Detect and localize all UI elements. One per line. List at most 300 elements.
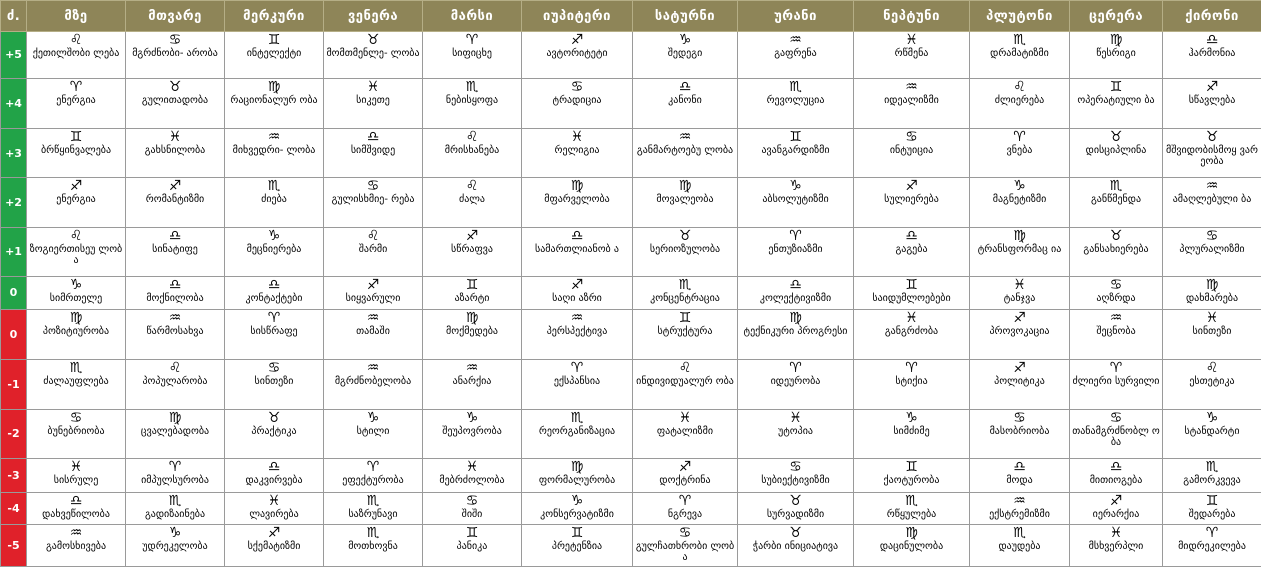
zodiac-sign-icon: ♑ xyxy=(570,492,584,509)
quality-text: ვნება xyxy=(1006,145,1033,157)
zodiac-sign-icon: ♍ xyxy=(1109,32,1123,48)
quality-text: სქემატიზმი xyxy=(247,541,301,553)
quality-cell xyxy=(1070,310,1163,360)
quality-text: რევოლუცია xyxy=(766,94,825,106)
zodiac-sign-icon: ♊ xyxy=(69,129,83,146)
quality-text: პლურალიზმი xyxy=(1179,243,1245,255)
zodiac-sign-icon: ♉ xyxy=(366,32,380,48)
zodiac-sign-icon: ♑ xyxy=(905,409,918,426)
quality-cell xyxy=(423,178,522,228)
quality-cell xyxy=(423,492,522,524)
quality-cell xyxy=(1163,78,1261,129)
header-planet: პლუტონი xyxy=(970,1,1070,32)
quality-cell xyxy=(27,129,126,178)
zodiac-sign-icon: ♏ xyxy=(366,525,380,542)
zodiac-sign-icon: ♏ xyxy=(1013,32,1026,48)
quality-cell xyxy=(522,525,633,567)
quality-cell xyxy=(225,78,324,129)
quality-text: დაკვირვება xyxy=(245,475,303,487)
quality-cell xyxy=(423,129,522,178)
quality-cell xyxy=(27,310,126,360)
zodiac-sign-icon: ♋ xyxy=(1013,409,1026,426)
quality-text: დისციპლინა xyxy=(1085,145,1147,157)
quality-cell xyxy=(633,227,738,276)
quality-text: პრეტენზია xyxy=(551,541,603,553)
quality-cell xyxy=(854,129,970,178)
zodiac-sign-icon: ♋ xyxy=(69,409,83,426)
quality-cell xyxy=(225,227,324,276)
zodiac-sign-icon: ♈ xyxy=(789,359,802,376)
quality-cell xyxy=(633,129,738,178)
quality-cell xyxy=(225,129,324,178)
quality-text: მებრძოლობა xyxy=(439,475,505,487)
quality-text: თამაში xyxy=(356,326,390,338)
zodiac-sign-icon: ♓ xyxy=(789,409,802,426)
quality-text: ნებისყოფა xyxy=(445,94,499,106)
quality-cell xyxy=(1070,178,1163,228)
quality-text: რაციონალურ ობა xyxy=(230,94,318,106)
quality-cell xyxy=(522,409,633,459)
quality-cell xyxy=(324,525,423,567)
quality-cell xyxy=(633,32,738,79)
quality-text: სულიერება xyxy=(884,194,939,206)
zodiac-sign-icon: ♌ xyxy=(366,227,380,244)
zodiac-sign-icon: ♐ xyxy=(1205,78,1219,95)
zodiac-sign-icon: ♒ xyxy=(789,32,802,48)
quality-text: გულისხმიე- რება xyxy=(331,194,415,206)
quality-cell xyxy=(738,78,854,129)
quality-cell xyxy=(522,492,633,524)
header-planet: იუპიტერი xyxy=(522,1,633,32)
zodiac-sign-icon: ♎ xyxy=(678,78,692,95)
zodiac-sign-icon: ♈ xyxy=(1109,359,1123,376)
quality-cell xyxy=(1070,525,1163,567)
quality-text: გახსნილობა xyxy=(144,145,206,157)
zodiac-sign-icon: ♍ xyxy=(570,459,584,476)
quality-cell xyxy=(633,525,738,567)
zodiac-sign-icon: ♋ xyxy=(1109,409,1123,426)
quality-text: მგრძნობელობა xyxy=(334,375,412,387)
quality-cell xyxy=(324,359,423,409)
quality-text: ექსპანსია xyxy=(553,375,601,387)
zodiac-sign-icon: ♌ xyxy=(465,178,479,195)
quality-text: სერიოზულობა xyxy=(649,243,721,255)
quality-cell xyxy=(970,492,1070,524)
zodiac-sign-icon: ♉ xyxy=(1109,129,1123,146)
zodiac-sign-icon: ♓ xyxy=(570,129,584,146)
table-row xyxy=(1,78,1261,129)
quality-text: სტრუქტურა xyxy=(657,326,713,338)
quality-cell xyxy=(225,178,324,228)
quality-text: შედარება xyxy=(1188,508,1236,520)
zodiac-sign-icon: ♒ xyxy=(465,359,479,376)
zodiac-sign-icon: ♑ xyxy=(789,178,802,195)
quality-text: ეფექტურობა xyxy=(342,475,404,487)
quality-cell xyxy=(970,129,1070,178)
quality-cell xyxy=(738,492,854,524)
zodiac-sign-icon: ♊ xyxy=(1205,492,1219,509)
zodiac-sign-icon: ♐ xyxy=(570,276,584,293)
quality-cell xyxy=(633,359,738,409)
quality-text: ენერგია xyxy=(56,194,96,206)
quality-cell xyxy=(1163,492,1261,524)
zodiac-sign-icon: ♊ xyxy=(267,32,281,48)
quality-cell xyxy=(423,227,522,276)
quality-text: სტანდარტი xyxy=(1184,425,1240,437)
zodiac-sign-icon: ♐ xyxy=(678,459,692,476)
quality-text: გაფრენა xyxy=(774,48,817,59)
quality-cell xyxy=(522,178,633,228)
header-planet: ნეპტუნი xyxy=(854,1,970,32)
quality-text: ავტორიტეტი xyxy=(546,48,608,59)
level-cell: +1 xyxy=(1,227,27,276)
quality-cell xyxy=(27,492,126,524)
quality-cell xyxy=(633,78,738,129)
zodiac-sign-icon: ♐ xyxy=(1013,310,1026,327)
zodiac-sign-icon: ♓ xyxy=(678,409,692,426)
quality-text: სიკეთე xyxy=(356,94,390,106)
quality-text: ფატალიზმი xyxy=(656,425,714,437)
level-cell: -1 xyxy=(1,359,27,409)
quality-cell xyxy=(324,227,423,276)
quality-text: რეორგანიზაცია xyxy=(538,425,616,437)
quality-cell xyxy=(324,78,423,129)
quality-cell xyxy=(970,459,1070,493)
quality-cell xyxy=(633,178,738,228)
quality-cell xyxy=(1070,359,1163,409)
zodiac-sign-icon: ♌ xyxy=(1013,78,1026,95)
zodiac-sign-icon: ♎ xyxy=(69,492,83,509)
header-planet: მთვარე xyxy=(126,1,225,32)
quality-text: ამაღლებული ბა xyxy=(1172,194,1252,206)
quality-cell xyxy=(633,459,738,493)
zodiac-sign-icon: ♓ xyxy=(1109,525,1123,542)
quality-cell xyxy=(1070,276,1163,310)
quality-text: განწმენდა xyxy=(1090,194,1142,206)
quality-cell xyxy=(738,32,854,79)
quality-cell xyxy=(633,310,738,360)
zodiac-sign-icon: ♐ xyxy=(570,32,584,48)
quality-cell xyxy=(423,78,522,129)
zodiac-sign-icon: ♋ xyxy=(465,492,479,509)
quality-text: მომთმენლე- ლობა xyxy=(326,48,420,59)
level-cell: +2 xyxy=(1,178,27,228)
zodiac-sign-icon: ♎ xyxy=(267,276,281,293)
zodiac-sign-icon: ♉ xyxy=(168,78,182,95)
quality-cell xyxy=(27,32,126,79)
header-planet: სატურნი xyxy=(633,1,738,32)
zodiac-sign-icon: ♈ xyxy=(366,459,380,476)
table-row xyxy=(1,409,1261,459)
quality-cell xyxy=(126,459,225,493)
quality-cell xyxy=(854,32,970,79)
zodiac-sign-icon: ♒ xyxy=(366,359,380,376)
quality-cell xyxy=(225,409,324,459)
zodiac-sign-icon: ♊ xyxy=(570,525,584,542)
quality-cell xyxy=(738,129,854,178)
zodiac-sign-icon: ♒ xyxy=(267,129,281,146)
quality-text: მოქნილობა xyxy=(146,292,204,304)
level-cell: 0 xyxy=(1,310,27,360)
quality-cell xyxy=(738,525,854,567)
quality-cell xyxy=(854,525,970,567)
quality-cell xyxy=(970,310,1070,360)
level-cell: -3 xyxy=(1,459,27,493)
zodiac-sign-icon: ♓ xyxy=(168,129,182,146)
quality-cell xyxy=(126,78,225,129)
zodiac-sign-icon: ♏ xyxy=(1205,459,1219,476)
quality-text: მაგნეტიზმი xyxy=(992,194,1047,206)
quality-text: სისრულე xyxy=(53,475,99,487)
zodiac-sign-icon: ♏ xyxy=(678,276,692,293)
quality-text: დოქტრინა xyxy=(659,475,711,487)
table-row xyxy=(1,525,1261,567)
quality-cell xyxy=(225,492,324,524)
quality-text: კოლექტივიზმი xyxy=(759,292,832,304)
quality-text: შეუპოვრობა xyxy=(442,425,502,437)
zodiac-sign-icon: ♍ xyxy=(678,178,692,195)
quality-cell xyxy=(27,525,126,567)
zodiac-sign-icon: ♎ xyxy=(905,227,918,244)
table-row xyxy=(1,276,1261,310)
zodiac-sign-icon: ♏ xyxy=(789,78,802,95)
quality-cell xyxy=(324,459,423,493)
quality-cell xyxy=(225,32,324,79)
quality-text: გაგება xyxy=(895,243,928,255)
zodiac-sign-icon: ♋ xyxy=(905,129,918,146)
quality-text: აბსოლუტიზმი xyxy=(762,194,829,206)
zodiac-sign-icon: ♈ xyxy=(678,492,692,509)
zodiac-sign-icon: ♑ xyxy=(69,276,83,293)
quality-text: ქაოტურობა xyxy=(883,475,940,487)
quality-cell xyxy=(522,459,633,493)
quality-cell xyxy=(1070,129,1163,178)
level-cell: -2 xyxy=(1,409,27,459)
quality-text: პროვოკაცია xyxy=(989,326,1050,338)
zodiac-sign-icon: ♈ xyxy=(1205,525,1219,542)
quality-text: იერარქია xyxy=(1092,508,1140,520)
zodiac-sign-icon: ♈ xyxy=(465,32,479,48)
quality-cell xyxy=(854,459,970,493)
quality-text: სიყვარული xyxy=(345,292,401,304)
quality-cell xyxy=(27,78,126,129)
quality-cell xyxy=(1070,32,1163,79)
zodiac-sign-icon: ♉ xyxy=(1205,129,1219,146)
quality-cell xyxy=(738,359,854,409)
quality-cell xyxy=(423,409,522,459)
quality-cell xyxy=(1163,359,1261,409)
level-cell: -5 xyxy=(1,525,27,567)
zodiac-sign-icon: ♓ xyxy=(1013,276,1026,293)
quality-text: ცვალებადობა xyxy=(140,425,210,437)
quality-text: მფარველობა xyxy=(544,194,610,206)
zodiac-sign-icon: ♊ xyxy=(905,276,918,293)
zodiac-sign-icon: ♈ xyxy=(905,359,918,376)
quality-text: სინთეზი xyxy=(1192,326,1232,338)
zodiac-sign-icon: ♍ xyxy=(267,78,281,95)
zodiac-sign-icon: ♏ xyxy=(1109,178,1123,195)
zodiac-sign-icon: ♐ xyxy=(1109,492,1123,509)
quality-text: პანიკა xyxy=(456,541,488,553)
zodiac-sign-icon: ♈ xyxy=(1013,129,1026,146)
quality-cell xyxy=(225,525,324,567)
quality-cell xyxy=(970,32,1070,79)
quality-cell xyxy=(423,310,522,360)
zodiac-sign-icon: ♒ xyxy=(1109,310,1123,327)
quality-text: აღზრდა xyxy=(1096,292,1136,304)
table-row xyxy=(1,129,1261,178)
quality-text: განგრძობა xyxy=(884,326,939,338)
zodiac-sign-icon: ♈ xyxy=(789,227,802,244)
zodiac-sign-icon: ♒ xyxy=(905,78,918,95)
quality-text: კონტაქტები xyxy=(245,292,303,304)
zodiac-sign-icon: ♏ xyxy=(168,492,182,509)
zodiac-sign-icon: ♋ xyxy=(168,32,182,48)
quality-cell xyxy=(522,78,633,129)
level-cell: +4 xyxy=(1,78,27,129)
quality-cell xyxy=(738,276,854,310)
quality-text: უტოპია xyxy=(778,425,813,437)
quality-text: ძალაუფლება xyxy=(43,375,109,387)
zodiac-sign-icon: ♉ xyxy=(789,525,802,542)
quality-text: რომანტიზმი xyxy=(145,194,205,206)
zodiac-sign-icon: ♏ xyxy=(1013,525,1026,542)
quality-text: სიმშვიდე xyxy=(350,145,396,157)
zodiac-sign-icon: ♏ xyxy=(465,78,479,95)
table-row xyxy=(1,459,1261,493)
quality-text: ესთეტიკა xyxy=(1189,375,1235,387)
zodiac-sign-icon: ♐ xyxy=(366,276,380,293)
zodiac-sign-icon: ♎ xyxy=(1013,459,1026,476)
quality-text: მგრძნობი- არობა xyxy=(132,48,218,59)
quality-text: დახმარება xyxy=(1185,292,1239,304)
quality-text: სიმძიმე xyxy=(893,425,930,437)
zodiac-sign-icon: ♎ xyxy=(789,276,802,293)
quality-cell xyxy=(225,276,324,310)
zodiac-sign-icon: ♒ xyxy=(69,525,83,542)
zodiac-sign-icon: ♎ xyxy=(1109,459,1123,476)
quality-text: გადიზაინება xyxy=(144,508,206,520)
zodiac-sign-icon: ♐ xyxy=(168,178,182,195)
header-planet: ურანი xyxy=(738,1,854,32)
quality-text: სწავლება xyxy=(1188,94,1236,106)
zodiac-sign-icon: ♉ xyxy=(789,492,802,509)
quality-text: ტრადიცია xyxy=(552,94,602,106)
quality-text: ზოგიერთისეუ ლობა xyxy=(29,243,123,266)
quality-cell xyxy=(126,492,225,524)
zodiac-sign-icon: ♍ xyxy=(570,178,584,195)
zodiac-sign-icon: ♋ xyxy=(570,78,584,95)
quality-text: სუბიექტივიზმი xyxy=(761,475,830,487)
quality-cell xyxy=(522,129,633,178)
zodiac-sign-icon: ♓ xyxy=(465,459,479,476)
quality-text: სამართლიანობ ა xyxy=(535,243,619,255)
quality-cell xyxy=(522,227,633,276)
quality-cell xyxy=(324,129,423,178)
zodiac-sign-icon: ♋ xyxy=(789,459,802,476)
table-body xyxy=(1,32,1261,567)
quality-text: შიში xyxy=(461,508,483,520)
quality-cell xyxy=(738,227,854,276)
quality-cell xyxy=(423,276,522,310)
zodiac-sign-icon: ♎ xyxy=(366,129,380,146)
quality-cell xyxy=(324,276,423,310)
quality-cell xyxy=(970,409,1070,459)
zodiac-sign-icon: ♓ xyxy=(905,32,918,48)
quality-text: აზარტი xyxy=(454,292,490,304)
table-header-row xyxy=(1,1,1261,32)
zodiac-sign-icon: ♓ xyxy=(1205,310,1219,327)
quality-text: მოდა xyxy=(1006,475,1033,487)
zodiac-sign-icon: ♉ xyxy=(267,409,281,426)
quality-text: შარმი xyxy=(358,243,388,255)
quality-cell xyxy=(126,129,225,178)
zodiac-sign-icon: ♊ xyxy=(465,276,479,293)
quality-text: საიდუმლოებები xyxy=(872,292,951,304)
quality-cell xyxy=(522,359,633,409)
quality-text: კონსერვატიზმი xyxy=(540,508,614,520)
quality-text: ძიება xyxy=(261,194,287,206)
table-row xyxy=(1,492,1261,524)
quality-text: სინთეზი xyxy=(254,375,294,387)
quality-cell xyxy=(27,459,126,493)
quality-text: მოთხოვნა xyxy=(348,541,398,553)
zodiac-sign-icon: ♐ xyxy=(1013,359,1026,376)
zodiac-sign-icon: ♒ xyxy=(1205,178,1219,195)
quality-cell xyxy=(324,492,423,524)
zodiac-sign-icon: ♑ xyxy=(1013,178,1026,195)
quality-text: ანარქია xyxy=(452,375,492,387)
zodiac-sign-icon: ♍ xyxy=(465,310,479,327)
quality-text: მსხვერპლი xyxy=(1088,541,1144,553)
quality-cell xyxy=(970,359,1070,409)
quality-text: მიხვედრი- ლობა xyxy=(232,145,316,157)
quality-text: პრაქტიკა xyxy=(251,425,297,437)
quality-cell xyxy=(522,276,633,310)
zodiac-sign-icon: ♌ xyxy=(678,359,692,376)
quality-text: პოპულარობა xyxy=(142,375,208,387)
zodiac-sign-icon: ♈ xyxy=(168,459,182,476)
zodiac-sign-icon: ♈ xyxy=(267,310,281,327)
quality-cell xyxy=(126,409,225,459)
quality-text: ენთუზიაზმი xyxy=(768,243,823,255)
zodiac-sign-icon: ♒ xyxy=(168,310,182,327)
quality-text: ჰარმონია xyxy=(1188,48,1236,59)
zodiac-sign-icon: ♒ xyxy=(678,129,692,146)
quality-cell xyxy=(854,409,970,459)
quality-text: ტანჯვა xyxy=(1003,292,1036,304)
quality-cell xyxy=(225,459,324,493)
header-planet: მზე xyxy=(27,1,126,32)
quality-text: გამოსხივება xyxy=(45,541,107,553)
header-planet: ქირონი xyxy=(1163,1,1261,32)
zodiac-sign-icon: ♌ xyxy=(168,359,182,376)
quality-text: დაუდება xyxy=(998,541,1041,553)
quality-text: სიმრთელე xyxy=(49,292,103,304)
quality-cell xyxy=(126,276,225,310)
quality-text: რწმენა xyxy=(894,48,929,59)
quality-cell xyxy=(27,227,126,276)
zodiac-sign-icon: ♎ xyxy=(168,227,182,244)
quality-text: უდრეკელობა xyxy=(142,541,208,553)
zodiac-sign-icon: ♓ xyxy=(366,78,380,95)
zodiac-sign-icon: ♌ xyxy=(69,227,83,244)
quality-text: ნგრევა xyxy=(667,508,703,520)
zodiac-sign-icon: ♌ xyxy=(1205,359,1219,376)
quality-cell xyxy=(738,409,854,459)
quality-cell xyxy=(1070,78,1163,129)
zodiac-sign-icon: ♊ xyxy=(1109,78,1123,95)
